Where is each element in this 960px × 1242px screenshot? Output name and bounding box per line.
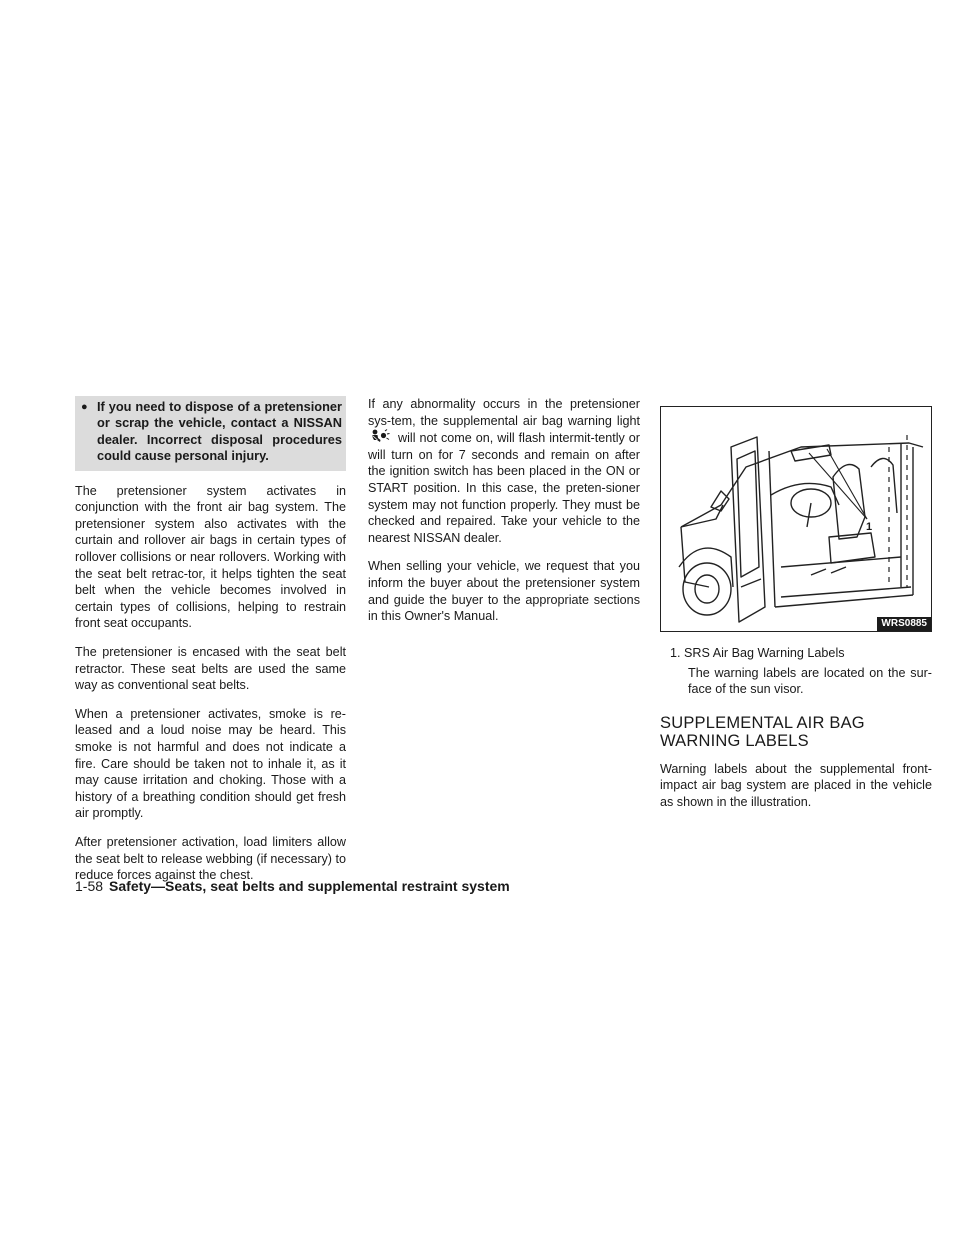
paragraph-pretensioner-smoke: When a pretensioner activates, smoke is re-leased and a loud noise may be heard. This smoke is not harmful and does not indicate a fire. Care should be taken not to inhale it, as it may cause irritation and choking. Those with a history of a breathing condition should get fresh air promptly. [75,706,346,821]
paragraph-pretensioner-encased: The pretensioner is encased with the seat belt retractor. These seat belts are used the same way as conventional seat belts. [75,644,346,693]
figure-code: WRS0885 [877,617,931,631]
chapter-title: Safety—Seats, seat belts and supplemental restraint system [109,878,510,894]
abnormality-text-after: will not come on, will flash intermit-tently or will turn on for 7 seconds and remain on after the ignition switch has been placed in the ON or START position. In this case, the preten-sioner system may not function properly. They must be checked and repaired. Take your vehicle to the nearest NISSAN dealer. [368,431,640,545]
column-1 [75,396,346,896]
section-heading [660,714,932,751]
paragraph-warning-labels: Warning labels about the supplemental front-impact air bag system are placed in the vehicle as shown in the illustration. [660,761,932,809]
vehicle-interior-illustration [660,406,932,632]
paragraph-selling-vehicle: When selling your vehicle, we request that you inform the buyer about the pretensioner system and guide the buyer to the appropriate sections in this Owner's Manual. [368,559,640,624]
abnormality-text-before: If any abnormality occurs in the pretensioner sys-tem, the supplemental air bag warning light [368,397,640,428]
vehicle-illustration-icon [661,407,932,632]
paragraph-load-limiters: After pretensioner activation, load limiters allow the seat belt to release webbing (if necessary) to reduce forces against the chest. [75,834,346,883]
paragraph-pretensioner-activation: The pretensioner system activates in conjunction with the front air bag system. The pretensioner system also activates with the curtain and rollover air bags in certain types of rollover collisions or near rollovers. Working with the seat belt retrac-tor, it helps tighten the seat belt when the vehicle becomes involved in certain types of collisions, helping to restrain front seat occupants. [75,483,346,631]
section-heading-line-2: WARNING LABELS [660,732,809,751]
page-number: 1-58 [75,878,104,894]
warning-box [75,396,346,471]
column-2 [368,396,640,637]
warning-text: If you need to dispose of a pretensioner or scrap the vehicle, contact a NISSAN dealer. Incorrect disposal procedures could cause personal injury. [97,399,342,464]
figure-caption: 1. SRS Air Bag Warning Labels [670,646,845,660]
figure-caption-description: The warning labels are located on the sur-face of the sun visor. [688,665,932,697]
page-footer [75,877,510,895]
figure-callout-number: 1 [866,521,873,533]
column-3 [660,406,932,823]
section-heading-line-1: SUPPLEMENTAL AIR BAG [660,713,865,732]
bullet-icon: ● [81,401,88,413]
paragraph-abnormality [368,396,640,546]
airbag-warning-light-icon [368,429,390,444]
